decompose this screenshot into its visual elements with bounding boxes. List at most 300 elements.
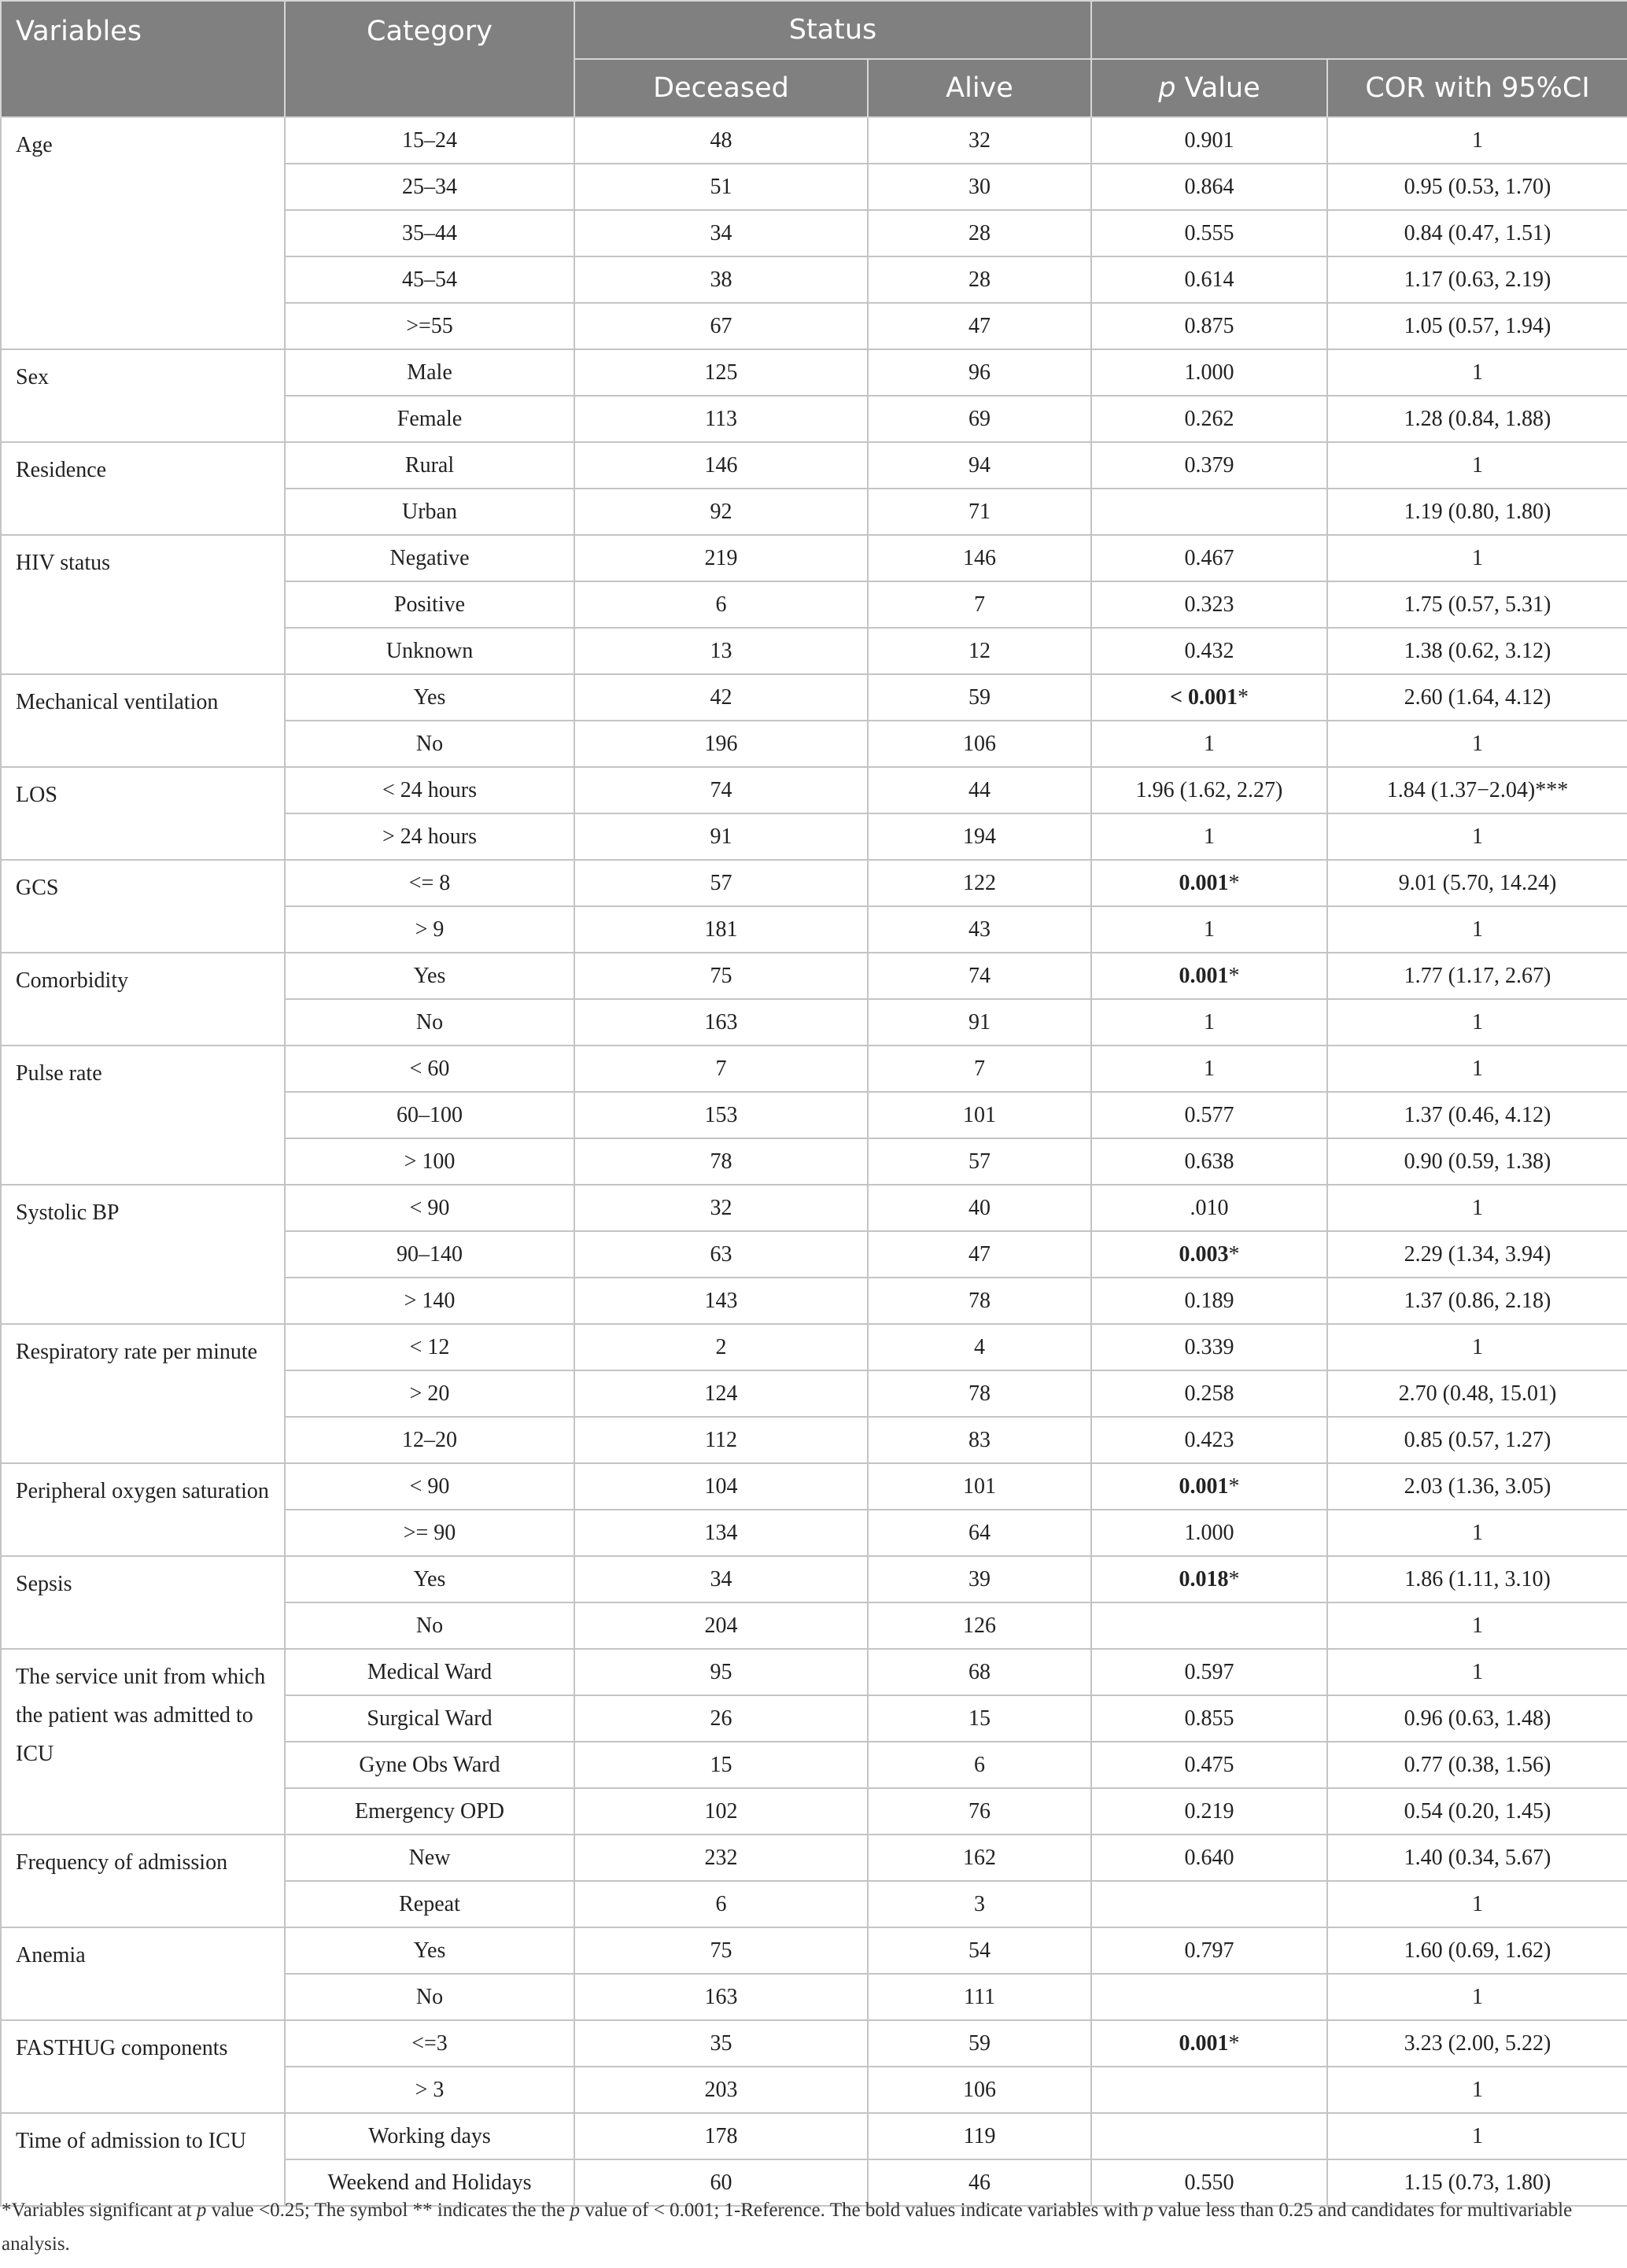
alive-cell: 59	[868, 674, 1091, 721]
cor-cell: 2.60 (1.64, 4.12)	[1327, 674, 1627, 721]
alive-cell: 3	[868, 1881, 1091, 1927]
category-cell: < 90	[285, 1463, 574, 1510]
p-value-cell	[1091, 1742, 1327, 1788]
p-value-cell	[1091, 628, 1327, 674]
p-value-cell	[1091, 953, 1327, 999]
p-value: 0.262	[1184, 406, 1234, 431]
cor-cell: 1	[1327, 535, 1627, 581]
category-cell: Positive	[285, 581, 574, 628]
category-cell: Rural	[285, 442, 574, 489]
variable-name: Peripheral oxygen saturation	[16, 1479, 269, 1503]
alive-cell: 46	[868, 2159, 1091, 2206]
alive-cell: 162	[868, 1835, 1091, 1881]
p-value: 0.001	[1179, 2030, 1229, 2056]
variable-cell	[1, 2113, 285, 2206]
cor-cell: 0.54 (0.20, 1.45)	[1327, 1788, 1627, 1835]
category-cell: 25–34	[285, 164, 574, 210]
variable-cell	[1, 535, 285, 674]
cor-cell: 1	[1327, 1602, 1627, 1649]
p-value-cell	[1091, 1463, 1327, 1510]
category-cell: Yes	[285, 674, 574, 721]
p-value: 0.475	[1184, 1752, 1234, 1777]
category-cell: No	[285, 721, 574, 767]
deceased-cell: 26	[574, 1695, 868, 1742]
p-value-cell	[1091, 1185, 1327, 1231]
alive-cell: 28	[868, 256, 1091, 303]
variable-cell	[1, 1045, 285, 1185]
deceased-cell: 48	[574, 117, 868, 164]
p-value-cell	[1091, 2113, 1327, 2159]
deceased-cell: 178	[574, 2113, 868, 2159]
table-body	[1, 117, 1627, 2206]
p-value-cell	[1091, 1695, 1327, 1742]
cor-cell: 1.40 (0.34, 5.67)	[1327, 1835, 1627, 1881]
alive-cell: 83	[868, 1417, 1091, 1463]
cor-cell: 1.37 (0.46, 4.12)	[1327, 1092, 1627, 1138]
table-row	[1, 1835, 1627, 1881]
alive-cell: 44	[868, 767, 1091, 813]
cor-cell: 1.37 (0.86, 2.18)	[1327, 1278, 1627, 1324]
p-value: 1.000	[1184, 360, 1234, 385]
p-value: 0.423	[1184, 1427, 1234, 1452]
header-alive: Alive	[868, 59, 1091, 117]
p-value: 1	[1204, 916, 1215, 942]
header-p-italic: p	[1158, 72, 1176, 104]
table-row	[1, 1556, 1627, 1602]
footnote-p3: p	[1143, 2200, 1153, 2221]
category-cell: > 9	[285, 906, 574, 953]
p-value: 0.901	[1184, 127, 1234, 153]
cor-cell: 2.03 (1.36, 3.05)	[1327, 1463, 1627, 1510]
table-header	[1, 1, 1627, 117]
cor-cell: 1	[1327, 999, 1627, 1045]
cor-cell: 1	[1327, 2113, 1627, 2159]
cor-cell: 0.96 (0.63, 1.48)	[1327, 1695, 1627, 1742]
variable-name: HIV status	[16, 551, 111, 575]
p-value: < 0.001	[1170, 684, 1238, 710]
variable-cell	[1, 2020, 285, 2113]
cor-cell: 1	[1327, 1974, 1627, 2020]
category-cell: Negative	[285, 535, 574, 581]
p-value: 0.003	[1179, 1241, 1229, 1267]
p-value-cell	[1091, 164, 1327, 210]
cor-cell: 1.05 (0.57, 1.94)	[1327, 303, 1627, 349]
cor-cell: 3.23 (2.00, 5.22)	[1327, 2020, 1627, 2067]
variable-cell	[1, 1927, 285, 2020]
category-cell: Surgical Ward	[285, 1695, 574, 1742]
variable-name: Sex	[16, 365, 49, 389]
category-cell: Gyne Obs Ward	[285, 1742, 574, 1788]
category-cell: > 24 hours	[285, 813, 574, 860]
deceased-cell: 102	[574, 1788, 868, 1835]
category-cell: Unknown	[285, 628, 574, 674]
p-value: 0.323	[1184, 592, 1234, 617]
deceased-cell: 57	[574, 860, 868, 906]
table-row	[1, 767, 1627, 813]
p-value-cell	[1091, 2020, 1327, 2067]
table-row	[1, 442, 1627, 489]
category-cell: > 100	[285, 1138, 574, 1185]
category-cell: < 24 hours	[285, 767, 574, 813]
cor-cell: 1.84 (1.37−2.04)***	[1327, 767, 1627, 813]
alive-cell: 106	[868, 2067, 1091, 2113]
deceased-cell: 6	[574, 1881, 868, 1927]
p-value-cell	[1091, 303, 1327, 349]
alive-cell: 194	[868, 813, 1091, 860]
category-cell: Yes	[285, 1927, 574, 1974]
category-cell: Urban	[285, 489, 574, 535]
p-value-cell	[1091, 1231, 1327, 1278]
category-cell: Repeat	[285, 1881, 574, 1927]
alive-cell: 76	[868, 1788, 1091, 1835]
p-value-cell	[1091, 721, 1327, 767]
footnote-p1: p	[196, 2200, 207, 2221]
p-value: 1	[1204, 731, 1215, 756]
deceased-cell: 78	[574, 1138, 868, 1185]
category-cell: Working days	[285, 2113, 574, 2159]
table-row	[1, 117, 1627, 164]
cor-cell: 1.15 (0.73, 1.80)	[1327, 2159, 1627, 2206]
alive-cell: 119	[868, 2113, 1091, 2159]
category-cell: 12–20	[285, 1417, 574, 1463]
p-value-cell	[1091, 1974, 1327, 2020]
deceased-cell: 75	[574, 1927, 868, 1974]
p-value: 0.432	[1184, 638, 1234, 663]
deceased-cell: 34	[574, 210, 868, 256]
deceased-cell: 2	[574, 1324, 868, 1370]
deceased-cell: 134	[574, 1510, 868, 1556]
p-value-cell	[1091, 210, 1327, 256]
cor-cell: 1	[1327, 721, 1627, 767]
alive-cell: 71	[868, 489, 1091, 535]
p-value: 0.797	[1184, 1938, 1234, 1963]
p-value: .010	[1190, 1195, 1229, 1220]
p-value: 0.864	[1184, 174, 1234, 199]
p-value-cell	[1091, 1649, 1327, 1695]
deceased-cell: 7	[574, 1045, 868, 1092]
p-value-cell	[1091, 489, 1327, 535]
footnote-p2: p	[570, 2200, 581, 2221]
p-value: 0.258	[1184, 1381, 1234, 1406]
variable-name: GCS	[16, 876, 59, 900]
p-value-cell	[1091, 349, 1327, 396]
p-value-cell	[1091, 1927, 1327, 1974]
category-cell: 15–24	[285, 117, 574, 164]
alive-cell: 78	[868, 1370, 1091, 1417]
table-row	[1, 1045, 1627, 1092]
deceased-cell: 60	[574, 2159, 868, 2206]
p-value-cell	[1091, 117, 1327, 164]
cor-cell: 1	[1327, 349, 1627, 396]
alive-cell: 28	[868, 210, 1091, 256]
significance-marker: *	[1237, 684, 1249, 710]
variable-cell	[1, 1835, 285, 1927]
deceased-cell: 163	[574, 999, 868, 1045]
deceased-cell: 219	[574, 535, 868, 581]
variable-cell	[1, 1556, 285, 1649]
deceased-cell: 112	[574, 1417, 868, 1463]
p-value-cell	[1091, 1835, 1327, 1881]
cor-cell: 1	[1327, 1324, 1627, 1370]
cor-cell: 0.85 (0.57, 1.27)	[1327, 1417, 1627, 1463]
footnote-part1: *Variables significant at	[2, 2200, 197, 2221]
alive-cell: 7	[868, 581, 1091, 628]
category-cell: 45–54	[285, 256, 574, 303]
p-value: 0.339	[1184, 1334, 1234, 1359]
deceased-cell: 95	[574, 1649, 868, 1695]
deceased-cell: 92	[574, 489, 868, 535]
cor-cell: 1	[1327, 1649, 1627, 1695]
cor-cell: 2.70 (0.48, 15.01)	[1327, 1370, 1627, 1417]
variable-name: Pulse rate	[16, 1061, 102, 1086]
category-cell: Weekend and Holidays	[285, 2159, 574, 2206]
alive-cell: 7	[868, 1045, 1091, 1092]
category-cell: 35–44	[285, 210, 574, 256]
p-value-cell	[1091, 535, 1327, 581]
deceased-cell: 196	[574, 721, 868, 767]
p-value: 0.467	[1184, 545, 1234, 570]
cor-cell: 9.01 (5.70, 14.24)	[1327, 860, 1627, 906]
p-value: 0.001	[1179, 1473, 1229, 1499]
variable-cell	[1, 117, 285, 349]
variable-name: Residence	[16, 458, 107, 482]
variable-cell	[1, 1463, 285, 1556]
variable-name: Age	[16, 133, 53, 157]
table-row	[1, 860, 1627, 906]
variable-cell	[1, 442, 285, 535]
alive-cell: 122	[868, 860, 1091, 906]
category-cell: < 90	[285, 1185, 574, 1231]
cor-cell: 1.60 (0.69, 1.62)	[1327, 1927, 1627, 1974]
deceased-cell: 153	[574, 1092, 868, 1138]
cor-cell: 0.84 (0.47, 1.51)	[1327, 210, 1627, 256]
p-value: 0.597	[1184, 1659, 1234, 1684]
cor-cell: 1	[1327, 1881, 1627, 1927]
category-cell: No	[285, 1974, 574, 2020]
alive-cell: 64	[868, 1510, 1091, 1556]
category-cell: Yes	[285, 953, 574, 999]
variable-cell	[1, 1324, 285, 1463]
p-value-cell	[1091, 1556, 1327, 1602]
p-value-cell	[1091, 767, 1327, 813]
variable-name: Anemia	[16, 1943, 86, 1967]
significance-marker: *	[1228, 1241, 1240, 1267]
deceased-cell: 13	[574, 628, 868, 674]
header-category: Category	[285, 1, 574, 117]
significance-marker: *	[1228, 1566, 1240, 1591]
p-value: 0.577	[1184, 1102, 1234, 1127]
variable-name: Respiratory rate per minute	[16, 1340, 258, 1364]
category-cell: Female	[285, 396, 574, 442]
cor-cell: 1	[1327, 1510, 1627, 1556]
category-cell: >=55	[285, 303, 574, 349]
alive-cell: 106	[868, 721, 1091, 767]
category-cell: 60–100	[285, 1092, 574, 1138]
p-value-cell	[1091, 1138, 1327, 1185]
p-value: 0.614	[1184, 267, 1234, 292]
footnote-part3: value of < 0.001; 1-Reference. The bold values indicate variables with	[580, 2200, 1144, 2221]
table-row	[1, 1463, 1627, 1510]
alive-cell: 40	[868, 1185, 1091, 1231]
p-value: 0.875	[1184, 313, 1234, 338]
footnote-part4: value less than 0.25 and candidates for multivariable analysis.	[2, 2200, 1573, 2255]
p-value-cell	[1091, 906, 1327, 953]
variable-name: LOS	[16, 783, 57, 807]
alive-cell: 68	[868, 1649, 1091, 1695]
p-value: 1	[1204, 1056, 1215, 1081]
variable-cell	[1, 767, 285, 860]
table-row	[1, 2113, 1627, 2159]
deceased-cell: 51	[574, 164, 868, 210]
deceased-cell: 232	[574, 1835, 868, 1881]
deceased-cell: 63	[574, 1231, 868, 1278]
table-row	[1, 535, 1627, 581]
alive-cell: 94	[868, 442, 1091, 489]
p-value-cell	[1091, 1602, 1327, 1649]
deceased-cell: 15	[574, 1742, 868, 1788]
deceased-cell: 32	[574, 1185, 868, 1231]
alive-cell: 96	[868, 349, 1091, 396]
variable-name: Mechanical ventilation	[16, 690, 219, 714]
significance-marker: *	[1228, 963, 1240, 988]
cor-cell: 1.77 (1.17, 2.67)	[1327, 953, 1627, 999]
p-value: 1	[1204, 824, 1215, 849]
cor-cell: 0.95 (0.53, 1.70)	[1327, 164, 1627, 210]
variable-cell	[1, 953, 285, 1045]
p-value: 0.001	[1179, 870, 1229, 895]
deceased-cell: 38	[574, 256, 868, 303]
alive-cell: 43	[868, 906, 1091, 953]
header-p-value	[1091, 59, 1327, 117]
header-deceased: Deceased	[574, 59, 868, 117]
p-value: 0.555	[1184, 220, 1234, 245]
category-cell: New	[285, 1835, 574, 1881]
cor-cell: 2.29 (1.34, 3.94)	[1327, 1231, 1627, 1278]
variable-cell	[1, 674, 285, 767]
header-variables: Variables	[1, 1, 285, 117]
p-value-cell	[1091, 396, 1327, 442]
p-value-cell	[1091, 1510, 1327, 1556]
alive-cell: 126	[868, 1602, 1091, 1649]
cor-cell: 1.86 (1.11, 3.10)	[1327, 1556, 1627, 1602]
variable-cell	[1, 860, 285, 953]
variable-name: Time of admission to ICU	[16, 2129, 246, 2153]
deceased-cell: 34	[574, 1556, 868, 1602]
variable-cell	[1, 1185, 285, 1324]
p-value-cell	[1091, 1788, 1327, 1835]
cor-cell: 1	[1327, 813, 1627, 860]
alive-cell: 15	[868, 1695, 1091, 1742]
cor-cell: 1	[1327, 906, 1627, 953]
deceased-cell: 204	[574, 1602, 868, 1649]
deceased-cell: 6	[574, 581, 868, 628]
p-value: 0.550	[1184, 2170, 1234, 2195]
variable-name: Sepsis	[16, 1572, 72, 1596]
deceased-cell: 124	[574, 1370, 868, 1417]
deceased-cell: 113	[574, 396, 868, 442]
significance-marker: *	[1228, 1473, 1240, 1499]
significance-marker: *	[1228, 2030, 1240, 2056]
cor-cell: 1	[1327, 1045, 1627, 1092]
category-cell: 90–140	[285, 1231, 574, 1278]
p-value-cell	[1091, 256, 1327, 303]
variable-cell	[1, 1649, 285, 1835]
p-value-cell	[1091, 2067, 1327, 2113]
alive-cell: 47	[868, 303, 1091, 349]
p-value: 0.379	[1184, 452, 1234, 478]
p-value: 0.001	[1179, 963, 1229, 988]
alive-cell: 32	[868, 117, 1091, 164]
p-value-cell	[1091, 1417, 1327, 1463]
p-value-cell	[1091, 442, 1327, 489]
category-cell: <= 8	[285, 860, 574, 906]
category-cell: No	[285, 1602, 574, 1649]
p-value: 0.638	[1184, 1149, 1234, 1174]
category-cell: > 20	[285, 1370, 574, 1417]
cor-cell: 0.90 (0.59, 1.38)	[1327, 1138, 1627, 1185]
p-value: 0.189	[1184, 1288, 1234, 1313]
p-value: 0.219	[1184, 1798, 1234, 1824]
deceased-cell: 181	[574, 906, 868, 953]
table-row	[1, 349, 1627, 396]
p-value-cell	[1091, 1324, 1327, 1370]
p-value: 1.96 (1.62, 2.27)	[1135, 777, 1283, 802]
p-value-cell	[1091, 1045, 1327, 1092]
deceased-cell: 74	[574, 767, 868, 813]
p-value-cell	[1091, 860, 1327, 906]
category-cell: Male	[285, 349, 574, 396]
table-row	[1, 1649, 1627, 1695]
variable-cell	[1, 349, 285, 442]
p-value: 0.640	[1184, 1845, 1234, 1870]
p-value-cell	[1091, 1278, 1327, 1324]
variable-name: FASTHUG components	[16, 2036, 228, 2060]
deceased-cell: 91	[574, 813, 868, 860]
deceased-cell: 125	[574, 349, 868, 396]
alive-cell: 57	[868, 1138, 1091, 1185]
table-footnote	[0, 2193, 1607, 2261]
category-cell: >= 90	[285, 1510, 574, 1556]
table-row	[1, 1927, 1627, 1974]
alive-cell: 4	[868, 1324, 1091, 1370]
p-value: 0.018	[1179, 1566, 1229, 1591]
alive-cell: 30	[868, 164, 1091, 210]
alive-cell: 69	[868, 396, 1091, 442]
variable-name: Comorbidity	[16, 968, 129, 993]
category-cell: No	[285, 999, 574, 1045]
header-cor: COR with 95%CI	[1327, 59, 1627, 117]
table-row	[1, 674, 1627, 721]
cor-cell: 1.38 (0.62, 3.12)	[1327, 628, 1627, 674]
p-value-cell	[1091, 581, 1327, 628]
cor-cell: 1.19 (0.80, 1.80)	[1327, 489, 1627, 535]
header-p-rest: Value	[1175, 72, 1260, 104]
category-cell: Yes	[285, 1556, 574, 1602]
category-cell: Emergency OPD	[285, 1788, 574, 1835]
p-value-cell	[1091, 1092, 1327, 1138]
cor-cell: 1	[1327, 442, 1627, 489]
deceased-cell: 67	[574, 303, 868, 349]
category-cell: Medical Ward	[285, 1649, 574, 1695]
alive-cell: 111	[868, 1974, 1091, 2020]
deceased-cell: 143	[574, 1278, 868, 1324]
p-value-cell	[1091, 999, 1327, 1045]
alive-cell: 39	[868, 1556, 1091, 1602]
significance-marker: *	[1228, 870, 1240, 895]
alive-cell: 47	[868, 1231, 1091, 1278]
category-cell: <=3	[285, 2020, 574, 2067]
variable-name: Systolic BP	[16, 1200, 120, 1225]
